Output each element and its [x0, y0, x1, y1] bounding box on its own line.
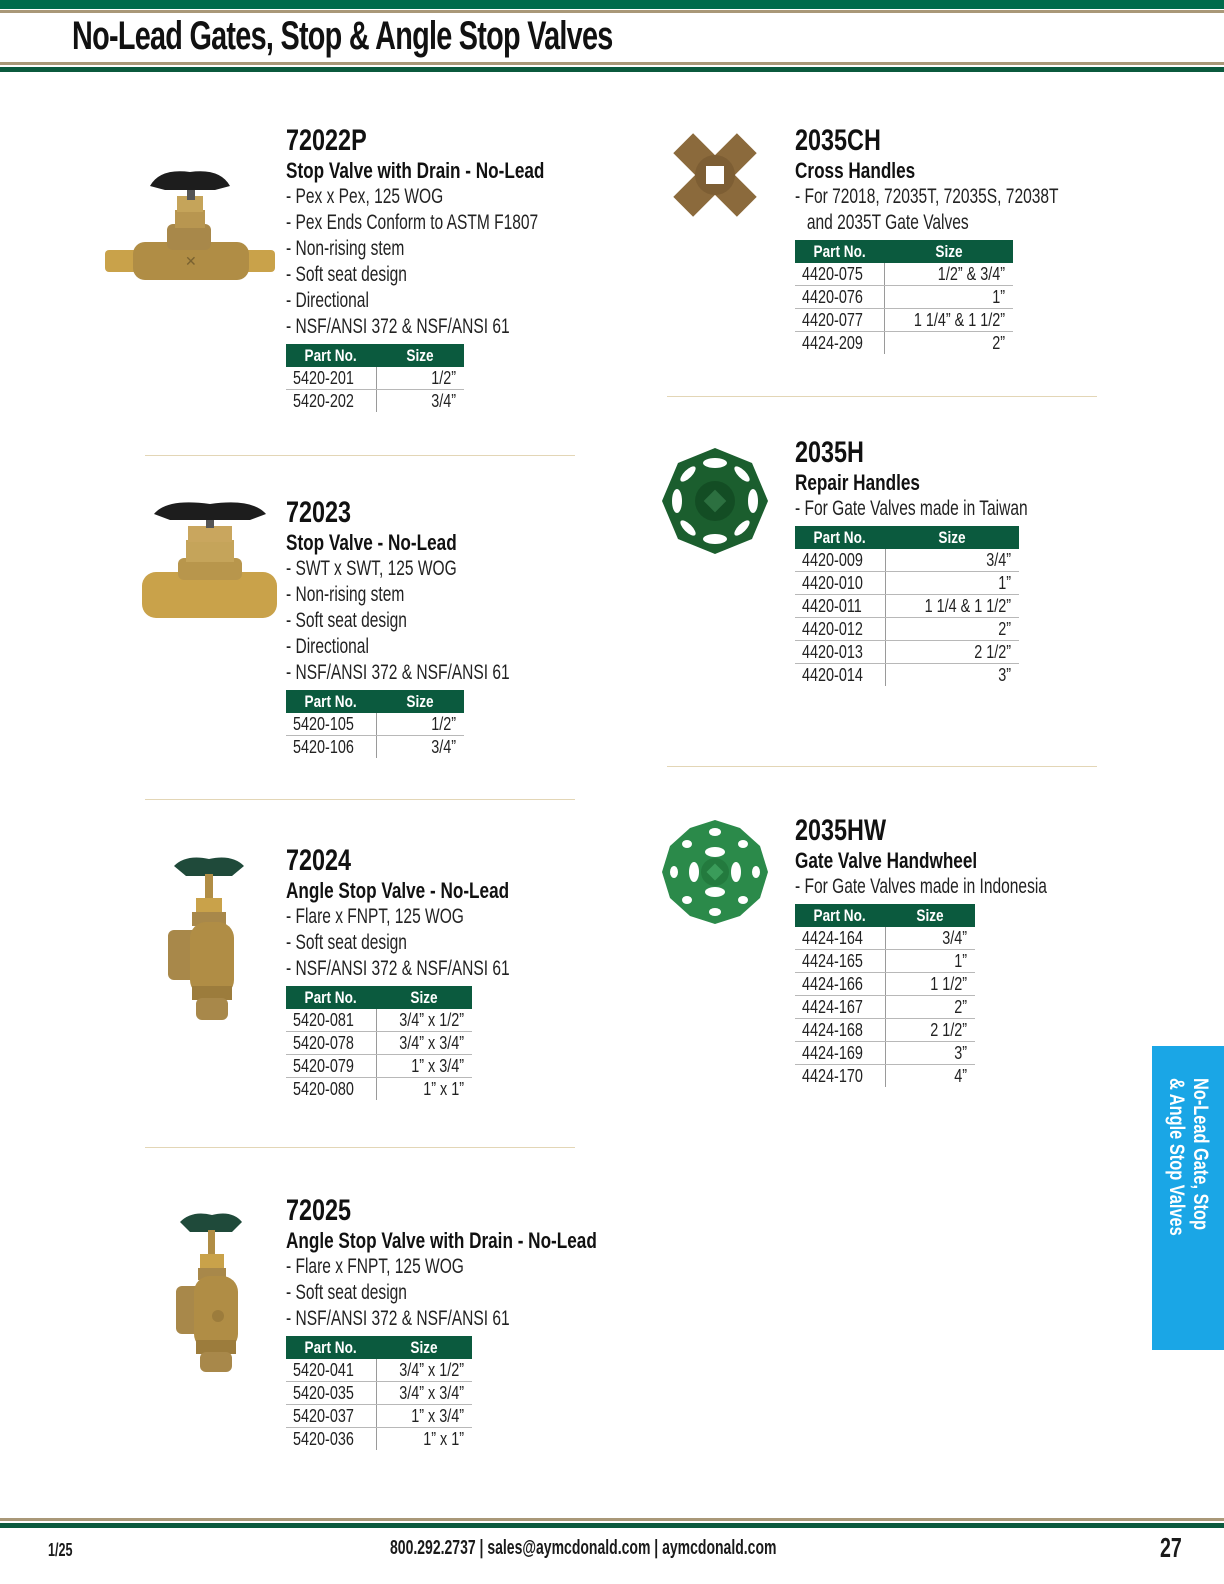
part-size-table — [795, 526, 1019, 686]
table-row — [286, 1359, 472, 1382]
table-header-row — [286, 344, 464, 367]
part-number: 5420-079 — [286, 1055, 376, 1078]
product-72025 — [286, 1196, 685, 1450]
feature-item: - NSF/ANSI 372 & NSF/ANSI 61 — [286, 957, 510, 980]
table-row — [795, 996, 975, 1019]
table-row — [795, 286, 1013, 309]
footer-tan-rule — [0, 1518, 1224, 1521]
feature-item: - NSF/ANSI 372 & NSF/ANSI 61 — [286, 1307, 510, 1330]
table-row — [795, 973, 975, 996]
part-number: 5420-036 — [286, 1428, 376, 1451]
size-header: Size — [376, 344, 464, 367]
feature-item: - Non-rising stem — [286, 583, 405, 606]
product-name: Stop Valve - No-Lead — [286, 530, 457, 555]
table-row — [286, 1428, 472, 1451]
header-bottom-tan-rule — [0, 62, 1224, 65]
part-number: 5420-078 — [286, 1032, 376, 1055]
part-number: 5420-105 — [286, 713, 376, 736]
footer-green-rule — [0, 1523, 1224, 1528]
part-size-table — [795, 904, 975, 1087]
size-value: 1 1/2” — [885, 973, 975, 996]
feature-item: - Soft seat design — [286, 931, 407, 954]
product-name: Gate Valve Handwheel — [795, 848, 978, 873]
header-top-tan-rule — [0, 10, 1224, 13]
part-number: 4420-076 — [795, 286, 885, 309]
table-row — [795, 1019, 975, 1042]
part-number: 5420-202 — [286, 390, 376, 413]
size-value: 2” — [885, 996, 975, 1019]
table-row — [795, 1065, 975, 1088]
stop-valve-swt-image — [142, 500, 277, 625]
part-number: 5420-201 — [286, 367, 376, 390]
size-value: 1/2” — [376, 713, 464, 736]
product-code: 2035H — [795, 436, 864, 469]
product-code: 72024 — [286, 844, 352, 877]
table-header-row — [795, 526, 1019, 549]
size-header: Size — [885, 240, 1014, 263]
size-value: 3” — [998, 664, 1011, 685]
feature-item: - Soft seat design — [286, 609, 407, 632]
svg-text:✕: ✕ — [185, 253, 197, 269]
table-row — [286, 713, 464, 736]
size-value: 3/4” — [431, 736, 456, 757]
page-number: 27 — [1160, 1532, 1182, 1563]
part-no-header: Part No. — [795, 904, 885, 927]
product-name: Cross Handles — [795, 158, 916, 183]
part-number: 4424-170 — [795, 1065, 885, 1088]
table-row — [795, 595, 1019, 618]
product-code: 72025 — [286, 1194, 352, 1227]
section-divider — [667, 766, 1097, 767]
table-row — [795, 950, 975, 973]
size-value: 3/4” — [885, 549, 1019, 572]
part-number: 4420-010 — [795, 572, 885, 595]
table-row — [795, 927, 975, 950]
part-number: 4420-077 — [795, 309, 885, 332]
page-title: No-Lead Gates, Stop & Angle Stop Valves — [72, 14, 613, 58]
size-value: 1 1/4” & 1 1/2” — [885, 309, 1014, 332]
header-top-green-rule — [0, 0, 1224, 9]
part-size-table — [286, 690, 464, 758]
part-number: 4424-168 — [795, 1019, 885, 1042]
side-tab-line-1: No-Lead Gate, Stop — [1189, 1078, 1212, 1230]
size-header: Size — [376, 1336, 472, 1359]
section-side-tab — [1152, 1046, 1224, 1350]
side-tab-label — [1164, 1078, 1212, 1318]
size-value: 1” x 1” — [423, 1428, 464, 1449]
size-value: 3/4” x 1/2” — [376, 1359, 472, 1382]
part-number: 5420-037 — [286, 1405, 376, 1428]
part-number: 4424-167 — [795, 996, 885, 1019]
table-header-row — [286, 1336, 472, 1359]
section-divider — [145, 455, 575, 456]
part-no-header: Part No. — [286, 1336, 376, 1359]
part-size-table — [795, 240, 1013, 354]
size-value: 2 1/2” — [885, 1019, 975, 1042]
table-row — [795, 263, 1013, 286]
table-header-row — [286, 690, 464, 713]
table-row — [795, 1042, 975, 1065]
part-number: 5420-106 — [286, 736, 376, 759]
product-72023 — [286, 498, 588, 758]
part-number: 4420-075 — [795, 263, 885, 286]
table-row — [795, 309, 1013, 332]
product-2035H — [795, 438, 1109, 686]
size-header: Size — [376, 690, 464, 713]
part-size-table — [286, 1336, 472, 1450]
product-name: Angle Stop Valve with Drain - No-Lead — [286, 1228, 597, 1253]
feature-item: - Flare x FNPT, 125 WOG — [286, 1255, 464, 1278]
angle-stop-valve-image — [166, 856, 252, 1027]
part-number: 5420-080 — [286, 1078, 376, 1101]
footer-date: 1/25 — [48, 1540, 73, 1560]
table-header-row — [795, 240, 1013, 263]
size-value: 1 1/4 & 1 1/2” — [885, 595, 1019, 618]
product-code: 2035HW — [795, 814, 887, 847]
part-number: 5420-041 — [286, 1359, 376, 1382]
section-divider — [145, 799, 575, 800]
part-number: 4420-012 — [795, 618, 885, 641]
table-row — [795, 332, 1013, 355]
size-value: 3/4” x 3/4” — [376, 1032, 472, 1055]
side-tab-line-2: & Angle Stop Valves — [1165, 1078, 1188, 1236]
product-2035HW — [795, 816, 1135, 1087]
table-row — [795, 664, 1019, 687]
size-value: 1” x 1” — [423, 1078, 464, 1099]
feature-item: - NSF/ANSI 372 & NSF/ANSI 61 — [286, 661, 510, 684]
product-name: Stop Valve with Drain - No-Lead — [286, 158, 545, 183]
section-divider — [667, 396, 1097, 397]
part-size-table — [286, 986, 472, 1100]
product-72022P — [286, 126, 627, 412]
product-name: Repair Handles — [795, 470, 920, 495]
feature-item: - NSF/ANSI 372 & NSF/ANSI 61 — [286, 315, 510, 338]
part-number: 4420-014 — [795, 664, 885, 687]
product-2035CH — [795, 126, 1151, 354]
table-row — [286, 1055, 472, 1078]
table-row — [286, 1032, 472, 1055]
part-no-header: Part No. — [795, 240, 885, 263]
table-row — [286, 1009, 472, 1032]
header-bottom-green-rule — [0, 67, 1224, 72]
feature-item: - Directional — [286, 635, 369, 658]
size-value: 3” — [885, 1042, 975, 1065]
repair-handle-image — [660, 446, 770, 561]
table-row — [286, 367, 464, 390]
part-number: 4420-009 — [795, 549, 885, 572]
part-size-table — [286, 344, 464, 412]
feature-item: - Soft seat design — [286, 1281, 407, 1304]
part-no-header: Part No. — [286, 986, 376, 1009]
product-code: 72023 — [286, 496, 352, 529]
section-divider — [145, 1147, 575, 1148]
feature-item: - For Gate Valves made in Indonesia — [795, 875, 1047, 898]
size-value: 2 1/2” — [885, 641, 1019, 664]
size-value: 1” — [885, 572, 1019, 595]
part-number: 4424-209 — [795, 332, 885, 355]
feature-item: - Soft seat design — [286, 263, 407, 286]
size-header: Size — [885, 904, 975, 927]
table-row — [795, 549, 1019, 572]
part-number: 5420-035 — [286, 1382, 376, 1405]
size-value: 1/2” & 3/4” — [885, 263, 1014, 286]
stop-valve-pex-image — [105, 166, 275, 287]
feature-item: - Pex x Pex, 125 WOG — [286, 185, 444, 208]
size-value: 3/4” x 1/2” — [376, 1009, 472, 1032]
part-number: 4424-166 — [795, 973, 885, 996]
part-number: 4424-169 — [795, 1042, 885, 1065]
part-number: 4424-165 — [795, 950, 885, 973]
product-name: Angle Stop Valve - No-Lead — [286, 878, 510, 903]
size-value: 3/4” — [885, 927, 975, 950]
product-72024 — [286, 846, 588, 1100]
table-row — [286, 1405, 472, 1428]
size-value: 3/4” — [431, 390, 456, 411]
part-no-header: Part No. — [286, 344, 376, 367]
feature-item: - Non-rising stem — [286, 237, 405, 260]
handwheel-image — [660, 818, 770, 931]
size-value: 1” — [885, 286, 1014, 309]
size-value: 2” — [885, 618, 1019, 641]
table-header-row — [286, 986, 472, 1009]
part-number: 5420-081 — [286, 1009, 376, 1032]
feature-item: - For 72018, 72035T, 72035S, 72038T — [795, 185, 1059, 208]
feature-item: - For Gate Valves made in Taiwan — [795, 497, 1028, 520]
size-value: 4” — [954, 1065, 967, 1086]
part-number: 4420-011 — [795, 595, 885, 618]
size-header: Size — [376, 986, 472, 1009]
feature-item: and 2035T Gate Valves — [806, 211, 969, 234]
angle-stop-valve-drain-image — [176, 1212, 246, 1377]
table-row — [795, 618, 1019, 641]
part-no-header: Part No. — [286, 690, 376, 713]
table-row — [286, 736, 464, 759]
part-number: 4424-164 — [795, 927, 885, 950]
table-row — [286, 1382, 472, 1405]
table-row — [795, 572, 1019, 595]
table-row — [286, 1078, 472, 1101]
product-code: 2035CH — [795, 124, 881, 157]
cross-handle-image — [668, 128, 762, 227]
part-no-header: Part No. — [795, 526, 885, 549]
size-header: Size — [885, 526, 1019, 549]
size-value: 1/2” — [376, 367, 464, 390]
size-value: 3/4” x 3/4” — [376, 1382, 472, 1405]
feature-item: - Directional — [286, 289, 369, 312]
footer-contact-info: 800.292.2737 | sales@aymcdonald.com | aymcdonald.com — [390, 1537, 777, 1559]
feature-item: - Flare x FNPT, 125 WOG — [286, 905, 464, 928]
product-code: 72022P — [286, 124, 367, 157]
size-value: 1” — [885, 950, 975, 973]
feature-item: - Pex Ends Conform to ASTM F1807 — [286, 211, 539, 234]
size-value: 2” — [992, 332, 1006, 353]
table-row — [795, 641, 1019, 664]
table-row — [286, 390, 464, 413]
part-number: 4420-013 — [795, 641, 885, 664]
size-value: 1” x 3/4” — [376, 1055, 472, 1078]
table-header-row — [795, 904, 975, 927]
feature-item: - SWT x SWT, 125 WOG — [286, 557, 457, 580]
size-value: 1” x 3/4” — [376, 1405, 472, 1428]
